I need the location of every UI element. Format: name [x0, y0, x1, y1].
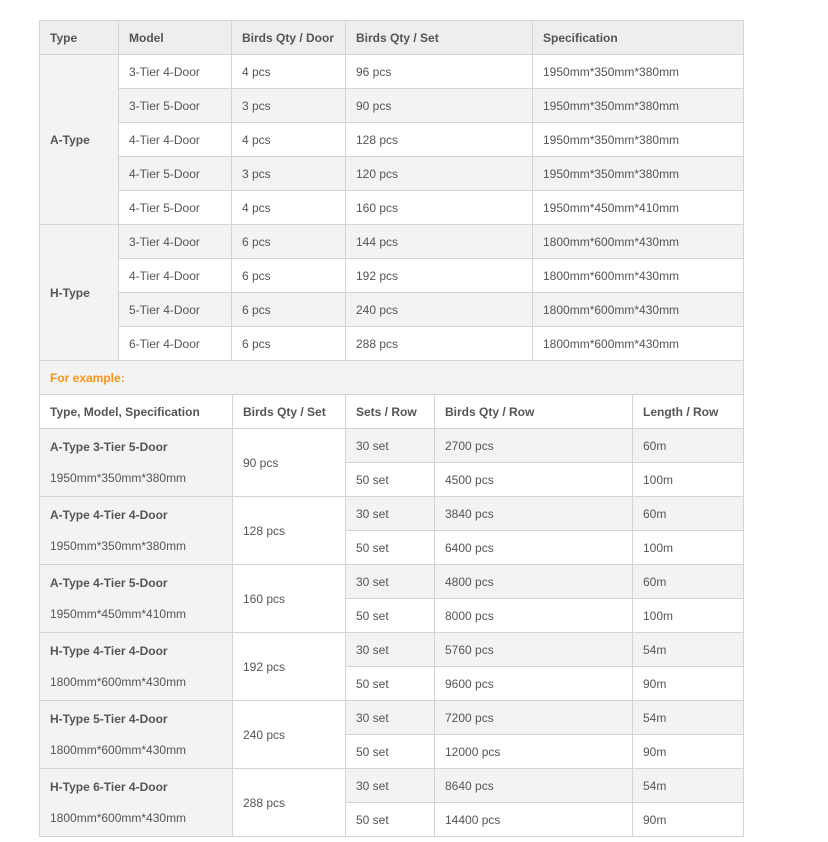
header-birds-per-door: Birds Qty / Door [232, 21, 346, 55]
model-cell: 3-Tier 5-Door [119, 89, 232, 123]
length-per-row-cell: 100m [633, 463, 744, 497]
type-model-spec-cell [40, 497, 233, 565]
model-cell: 3-Tier 4-Door [119, 55, 232, 89]
birds-per-row-cell: 12000 pcs [435, 735, 633, 769]
header-specification: Specification [533, 21, 744, 55]
birds-per-set-cell: 144 pcs [346, 225, 533, 259]
birds-per-set-cell: 192 pcs [233, 633, 346, 701]
birds-per-door-cell: 6 pcs [232, 225, 346, 259]
example-row [40, 497, 744, 531]
birds-per-row-cell: 14400 pcs [435, 803, 633, 837]
type-cell: H-Type [40, 225, 119, 361]
table-row [40, 225, 744, 259]
specification-cell: 1950mm*350mm*380mm [533, 123, 744, 157]
table-row [40, 123, 744, 157]
example-label: For example: [40, 361, 744, 395]
spec-header-row [40, 21, 744, 55]
birds-per-row-cell: 6400 pcs [435, 531, 633, 565]
birds-per-row-cell: 8000 pcs [435, 599, 633, 633]
model-specification: 1950mm*450mm*410mm [50, 607, 187, 621]
sets-per-row-cell: 50 set [346, 735, 435, 769]
birds-per-set-cell: 120 pcs [346, 157, 533, 191]
specification-cell: 1800mm*600mm*430mm [533, 327, 744, 361]
sets-per-row-cell: 50 set [346, 463, 435, 497]
header-birds-per-set: Birds Qty / Set [346, 21, 533, 55]
type-model-spec-cell [40, 769, 233, 837]
header-model: Model [119, 21, 232, 55]
ex-header-birds-per-row: Birds Qty / Row [435, 395, 633, 429]
ex-header-sets-per-row: Sets / Row [346, 395, 435, 429]
birds-per-door-cell: 6 pcs [232, 327, 346, 361]
birds-per-set-cell: 288 pcs [346, 327, 533, 361]
example-label-row [40, 361, 744, 395]
model-specification: 1950mm*350mm*380mm [50, 539, 187, 553]
sets-per-row-cell: 30 set [346, 633, 435, 667]
sets-per-row-cell: 50 set [346, 667, 435, 701]
type-model-spec-cell [40, 633, 233, 701]
specification-cell: 1800mm*600mm*430mm [533, 293, 744, 327]
length-per-row-cell: 90m [633, 735, 744, 769]
example-row [40, 429, 744, 463]
example-table [39, 360, 744, 837]
birds-per-row-cell: 3840 pcs [435, 497, 633, 531]
table-row [40, 191, 744, 225]
length-per-row-cell: 54m [633, 633, 744, 667]
birds-per-row-cell: 7200 pcs [435, 701, 633, 735]
birds-per-door-cell: 4 pcs [232, 55, 346, 89]
birds-per-door-cell: 6 pcs [232, 259, 346, 293]
birds-per-row-cell: 5760 pcs [435, 633, 633, 667]
example-row [40, 769, 744, 803]
specification-cell: 1950mm*350mm*380mm [533, 89, 744, 123]
birds-per-door-cell: 4 pcs [232, 191, 346, 225]
birds-per-row-cell: 9600 pcs [435, 667, 633, 701]
birds-per-set-cell: 288 pcs [233, 769, 346, 837]
sets-per-row-cell: 30 set [346, 701, 435, 735]
length-per-row-cell: 100m [633, 599, 744, 633]
birds-per-set-cell: 192 pcs [346, 259, 533, 293]
model-name: H-Type 4-Tier 4-Door [50, 644, 168, 658]
header-type: Type [40, 21, 119, 55]
sets-per-row-cell: 30 set [346, 769, 435, 803]
sets-per-row-cell: 30 set [346, 497, 435, 531]
type-model-spec-cell [40, 701, 233, 769]
table-row [40, 293, 744, 327]
length-per-row-cell: 54m [633, 769, 744, 803]
model-cell: 4-Tier 4-Door [119, 123, 232, 157]
model-cell: 4-Tier 4-Door [119, 259, 232, 293]
example-row [40, 565, 744, 599]
length-per-row-cell: 60m [633, 429, 744, 463]
example-row [40, 633, 744, 667]
table-row [40, 327, 744, 361]
table-row [40, 259, 744, 293]
example-header-row [40, 395, 744, 429]
birds-per-door-cell: 6 pcs [232, 293, 346, 327]
birds-per-set-cell: 128 pcs [233, 497, 346, 565]
birds-per-row-cell: 2700 pcs [435, 429, 633, 463]
specification-cell: 1950mm*350mm*380mm [533, 55, 744, 89]
birds-per-set-cell: 96 pcs [346, 55, 533, 89]
birds-per-set-cell: 240 pcs [346, 293, 533, 327]
sets-per-row-cell: 50 set [346, 531, 435, 565]
length-per-row-cell: 100m [633, 531, 744, 565]
model-name: H-Type 5-Tier 4-Door [50, 712, 168, 726]
sets-per-row-cell: 30 set [346, 565, 435, 599]
birds-per-set-cell: 90 pcs [233, 429, 346, 497]
model-cell: 4-Tier 5-Door [119, 191, 232, 225]
birds-per-row-cell: 8640 pcs [435, 769, 633, 803]
ex-header-birds-per-set: Birds Qty / Set [233, 395, 346, 429]
length-per-row-cell: 90m [633, 667, 744, 701]
type-model-spec-cell [40, 429, 233, 497]
model-cell: 3-Tier 4-Door [119, 225, 232, 259]
specification-cell: 1800mm*600mm*430mm [533, 259, 744, 293]
birds-per-set-cell: 160 pcs [346, 191, 533, 225]
birds-per-set-cell: 160 pcs [233, 565, 346, 633]
birds-per-set-cell: 240 pcs [233, 701, 346, 769]
spec-table [39, 20, 744, 361]
model-specification: 1800mm*600mm*430mm [50, 811, 187, 825]
ex-header-type-model-spec: Type, Model, Specification [40, 395, 233, 429]
birds-per-set-cell: 128 pcs [346, 123, 533, 157]
birds-per-row-cell: 4500 pcs [435, 463, 633, 497]
model-specification: 1800mm*600mm*430mm [50, 743, 187, 757]
model-cell: 4-Tier 5-Door [119, 157, 232, 191]
birds-per-door-cell: 3 pcs [232, 89, 346, 123]
model-name: A-Type 4-Tier 4-Door [50, 508, 168, 522]
model-name: A-Type 3-Tier 5-Door [50, 440, 168, 454]
model-specification: 1800mm*600mm*430mm [50, 675, 187, 689]
model-name: H-Type 6-Tier 4-Door [50, 780, 168, 794]
table-row [40, 55, 744, 89]
type-cell: A-Type [40, 55, 119, 225]
example-row [40, 701, 744, 735]
birds-per-door-cell: 3 pcs [232, 157, 346, 191]
specification-cell: 1800mm*600mm*430mm [533, 225, 744, 259]
model-cell: 6-Tier 4-Door [119, 327, 232, 361]
sets-per-row-cell: 50 set [346, 599, 435, 633]
type-model-spec-cell [40, 565, 233, 633]
model-cell: 5-Tier 4-Door [119, 293, 232, 327]
model-specification: 1950mm*350mm*380mm [50, 471, 187, 485]
length-per-row-cell: 54m [633, 701, 744, 735]
sets-per-row-cell: 50 set [346, 803, 435, 837]
sets-per-row-cell: 30 set [346, 429, 435, 463]
model-name: A-Type 4-Tier 5-Door [50, 576, 168, 590]
length-per-row-cell: 90m [633, 803, 744, 837]
birds-per-row-cell: 4800 pcs [435, 565, 633, 599]
table-row [40, 89, 744, 123]
birds-per-door-cell: 4 pcs [232, 123, 346, 157]
length-per-row-cell: 60m [633, 565, 744, 599]
specification-cell: 1950mm*450mm*410mm [533, 191, 744, 225]
ex-header-length-per-row: Length / Row [633, 395, 744, 429]
birds-per-set-cell: 90 pcs [346, 89, 533, 123]
specification-cell: 1950mm*350mm*380mm [533, 157, 744, 191]
length-per-row-cell: 60m [633, 497, 744, 531]
table-row [40, 157, 744, 191]
